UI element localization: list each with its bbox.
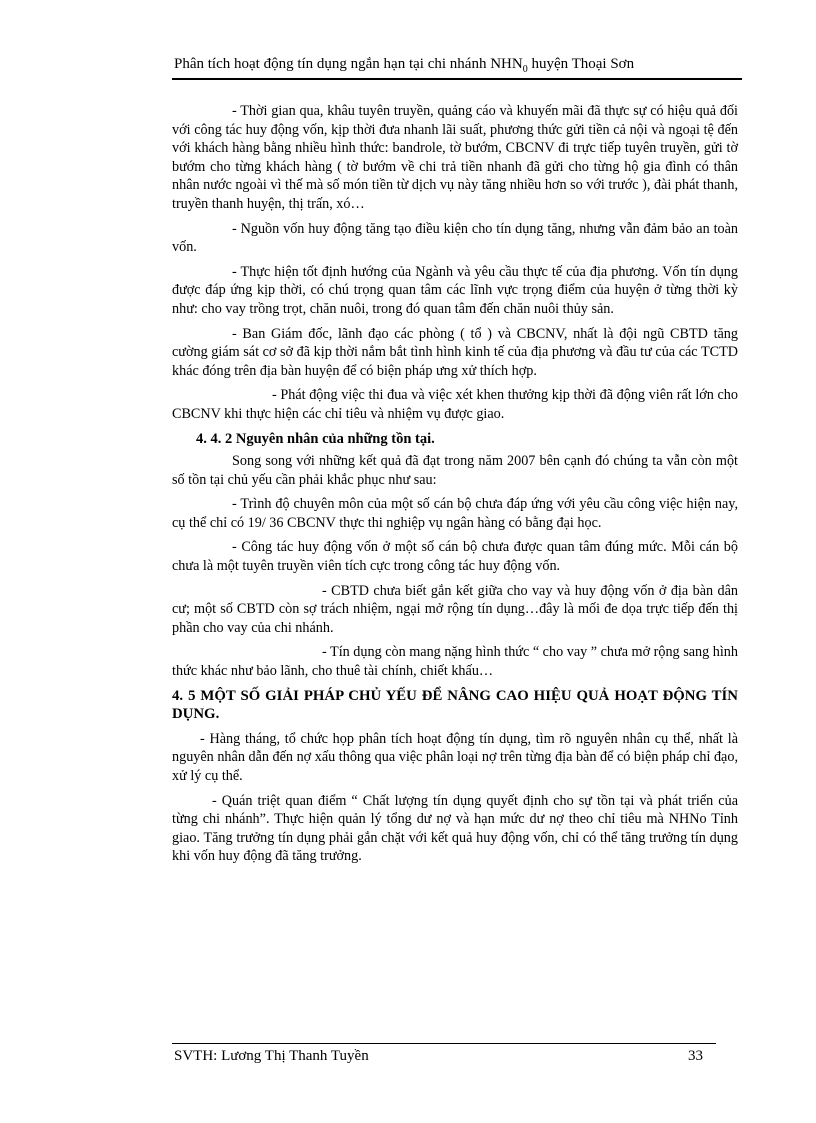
section-heading-4-5: 4. 5 MỘT SỐ GIẢI PHÁP CHỦ YẾU ĐỂ NÂNG CAO HIỆU QUẢ HOẠT ĐỘNG TÍN DỤNG. [172,687,738,723]
header-title: Phân tích hoạt động tín dụng ngắn hạn tại chi nhánh NHN [174,56,523,72]
page-number: 33 [688,1048,703,1064]
footer-rule [172,1043,716,1044]
paragraph-12: - Quán triệt quan điểm “ Chất lượng tín dụng quyết định cho sự tồn tại và phát triển của từng chi nhánh”. Thực hiện quản lý tổng dư nợ và hạn mức dư nợ theo chỉ tiêu mà NHNo Tỉnh giao. Tăng trưởng tín dụng phải gắn chặt với kết quả huy động vốn, chỉ có thể tăng trưởng tín dụng khi vốn huy động đã tăng trưởng. [172,792,738,865]
footer-author: SVTH: Lương Thị Thanh Tuyền [174,1048,369,1064]
header-title-subscript: 0 [522,64,528,75]
paragraph-2: - Nguồn vốn huy động tăng tạo điều kiện cho tín dụng tăng, nhưng vẫn đảm bảo an toàn vốn. [172,220,738,256]
paragraph-8: - Công tác huy động vốn ở một số cán bộ chưa được quan tâm đúng mức. Mỗi cán bộ chưa là một tuyên truyền viên tích cực trong công tác huy động vốn. [172,539,738,575]
document-body [172,102,738,872]
header-title-end: huyện Thoại Sơn [527,56,635,72]
paragraph-7: - Trình độ chuyên môn của một số cán bộ chưa đáp ứng với yêu cầu công việc hiện nay, cụ thể chỉ có 19/ 36 CBCNV thực thi nghiệp vụ ngân hàng có bằng đại học. [172,496,738,531]
paragraph-3: - Thực hiện tốt định hướng của Ngành và yêu cầu thực tế của địa phương. Vốn tín dụng được đáp ứng kịp thời, có chú trọng quan tâm các lĩnh vực trọng điểm của huyện ở từng thời kỳ như: cho vay trồng trọt, chăn nuôi, trong đó quan tâm đến chăn nuôi thủy sản. [172,263,738,317]
paragraph-11: - Hàng tháng, tổ chức họp phân tích hoạt động tín dụng, tìm rõ nguyên nhân cụ thể, nhất là nguyên nhân dẫn đến nợ xấu thông qua việc phân loại nợ trên từng địa bàn để có biện pháp chỉ đạo, xử lý cụ thể. [172,730,738,784]
paragraph-9: - CBTD chưa biết gắn kết giữa cho vay và huy động vốn ở địa bàn dân cư; một số CBTD còn sợ trách nhiệm, ngại mở rộng tín dụng…đây là mối đe dọa trực tiếp đến thị phần cho vay của chi nhánh. [172,582,738,636]
paragraph-6: Song song với những kết quả đã đạt trong năm 2007 bên cạnh đó chúng ta vẫn còn một số tồn tại chủ yếu cần phải khắc phục như sau: [172,453,738,488]
paragraph-5: - Phát động việc thi đua và việc xét khen thưởng kịp thời đã động viên rất lớn cho CBCNV khi thực hiện các chỉ tiêu và nhiệm vụ được giao. [172,387,738,422]
page-header [174,56,740,75]
paragraph-4: - Ban Giám đốc, lãnh đạo các phòng ( tổ ) và CBCNV, nhất là đội ngũ CBTD tăng cường giám sát cơ sở đã kịp thời nắm bắt tình hình kinh tế của địa phương và đầu tư của các TCTD khác đóng trên địa bàn huyện để có biện pháp ưng xử thích hợp. [172,325,738,379]
header-rule [172,78,742,80]
paragraph-1: - Thời gian qua, khâu tuyên truyền, quảng cáo và khuyến mãi đã thực sự có hiệu quả đối với công tác huy động vốn, kịp thời đưa nhanh lãi suất, phương thức gửi tiền cả nội và ngoại tệ đến với khách hàng bằng nhiều hình thức: bandrole, tờ bướm, CBCNV đi trực tiếp tuyên truyền, gửi tờ bướm cho từng khách hàng ( tờ bướm về chi trả tiền nhanh đã gửi cho từng hộ gia đình có thân nhân nước ngoài vì thế mà số món tiền từ dịch vụ này tăng nhiều hơn so với trước ), đài phát thanh, truyền thanh huyện, thị trấn, xó… [172,103,738,212]
paragraph-10: - Tín dụng còn mang nặng hình thức “ cho vay ” chưa mở rộng sang hình thức khác như bảo lãnh, cho thuê tài chính, chiết khấu… [172,644,738,680]
section-heading-4-4-2: 4. 4. 2 Nguyên nhân của những tồn tại. [196,430,435,447]
